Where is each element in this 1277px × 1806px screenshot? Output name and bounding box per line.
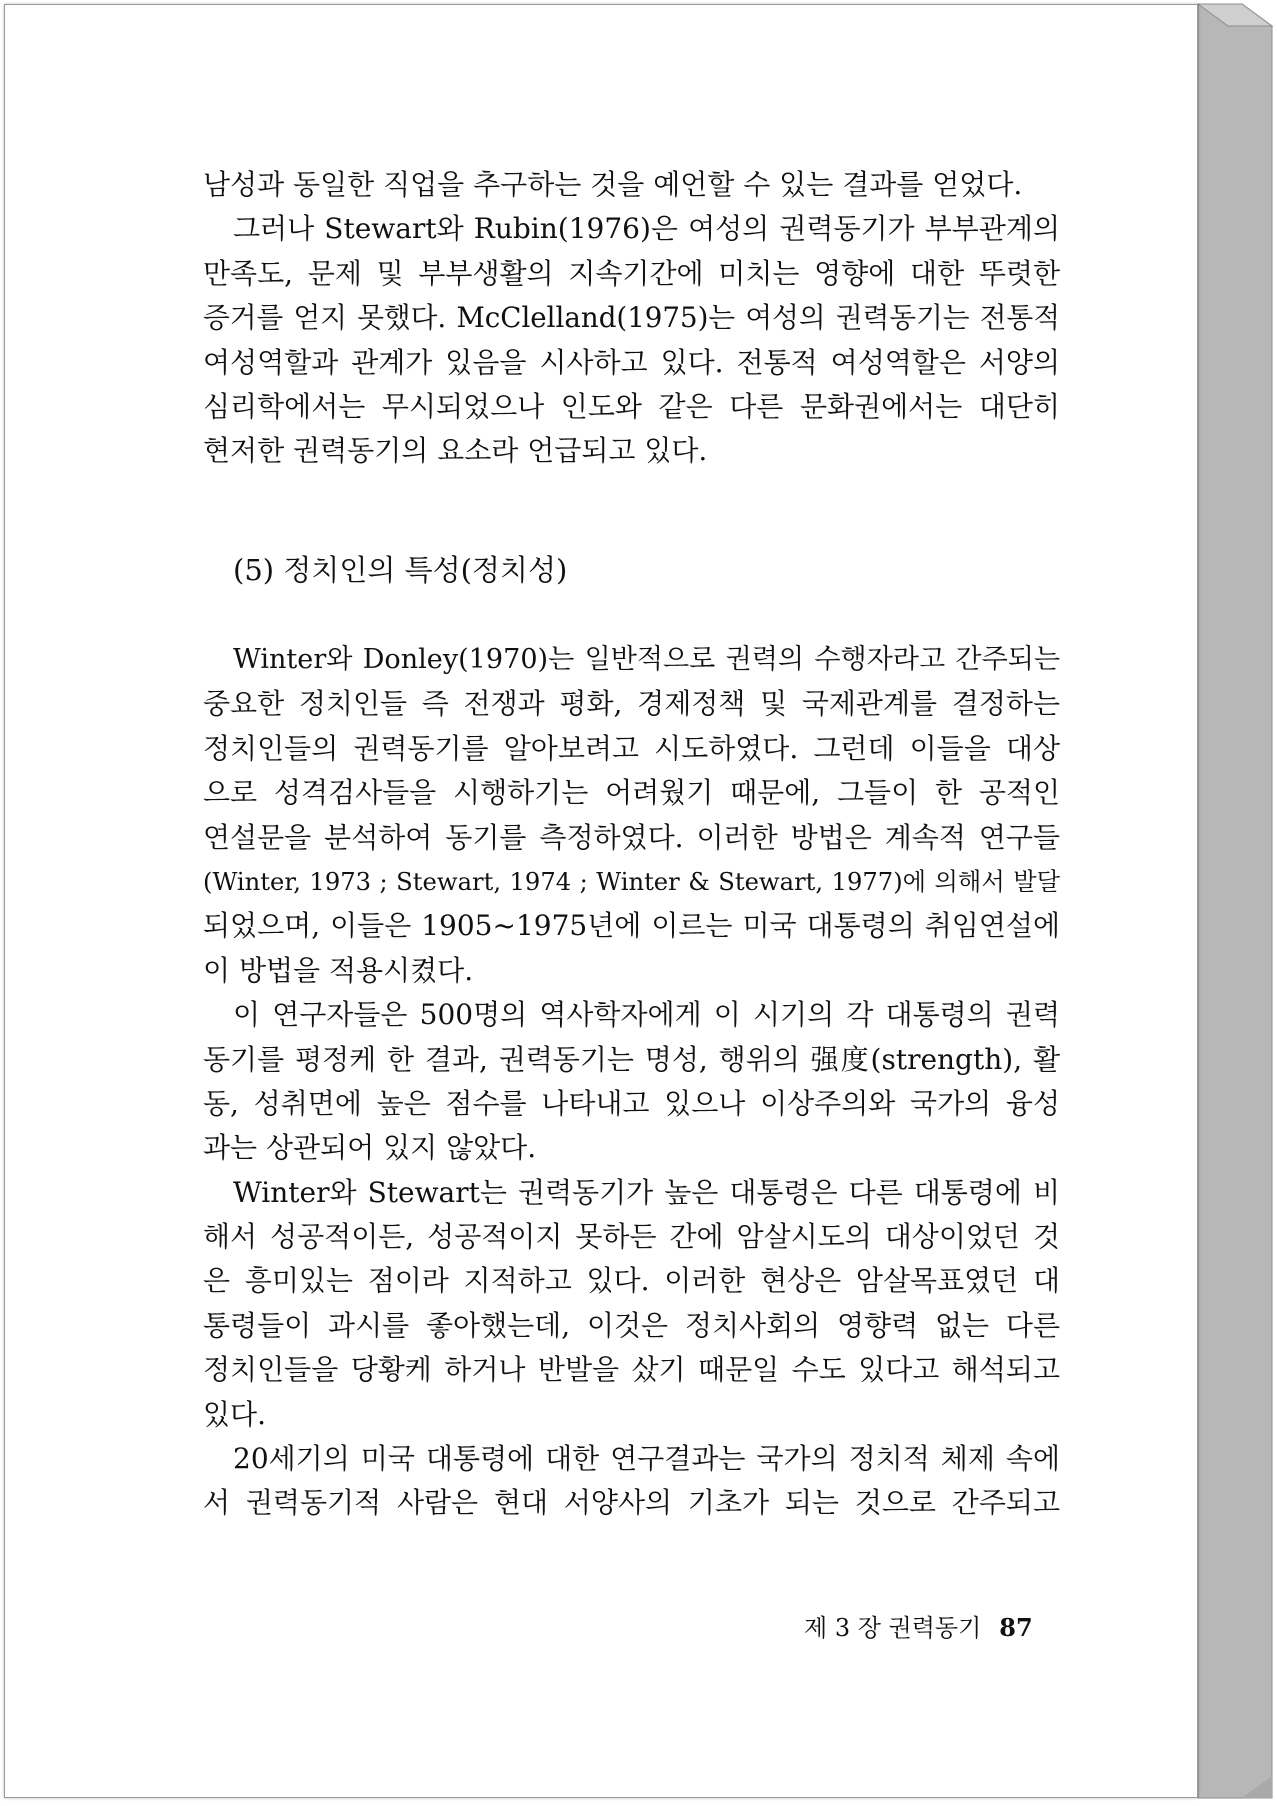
- text-line: 남성과 동일한 직업을 추구하는 것을 예언할 수 있는 결과를 얻었다.: [203, 168, 1023, 201]
- text-line: 되었으며, 이들은 1905~1975년에 이르는 미국 대통령의 취임연설에: [203, 909, 1060, 943]
- text-line: 만족도, 문제 및 부부생활의 지속기간에 미치는 영향에 대한 뚜렷한: [203, 256, 1060, 290]
- text-line: 이 연구자들은 500명의 역사학자에게 이 시기의 각 대통령의 권력: [233, 998, 1060, 1032]
- text-line: 있다.: [203, 1397, 266, 1431]
- text-line: 으로 성격검사들을 시행하기는 어려웠기 때문에, 그들이 한 공적인: [203, 776, 1060, 810]
- text-line: 해서 성공적이든, 성공적이지 못하든 간에 암살시도의 대상이었던 것: [203, 1220, 1060, 1254]
- text-line: 심리학에서는 무시되었으나 인도와 같은 다른 문화권에서는 대단히: [203, 389, 1060, 423]
- section-heading: (5) 정치인의 특성(정치성): [233, 553, 568, 587]
- text-line: 정치인들의 권력동기를 알아보려고 시도하였다. 그런데 이들을 대상: [203, 731, 1060, 765]
- paragraph-2: [203, 207, 1060, 473]
- page-footer: [804, 1608, 1033, 1643]
- text-line: 현저한 권력동기의 요소라 언급되고 있다.: [203, 434, 708, 468]
- chapter-title: 제 3 장 권력동기: [804, 1614, 982, 1642]
- text-line: 여성역할과 관계가 있음을 시사하고 있다. 전통적 여성역할은 서양의: [203, 345, 1060, 379]
- paragraph-6: [203, 1437, 1060, 1526]
- paragraph-5: [203, 1171, 1060, 1437]
- text-line: 이 방법을 적용시켰다.: [203, 953, 474, 987]
- text-line: 동기를 평정케 한 결과, 권력동기는 명성, 행위의 强度(strength), 활: [203, 1042, 1060, 1076]
- text-line: 은 흥미있는 점이라 지적하고 있다. 이러한 현상은 암살목표였던 대: [203, 1264, 1060, 1298]
- text-line: 그러나 Stewart와 Rubin(1976)은 여성의 권력동기가 부부관계의: [233, 212, 1060, 246]
- bottom-text-block: [203, 638, 1060, 1526]
- top-text-block: [203, 163, 1060, 474]
- paragraph-1: [203, 163, 1060, 207]
- page-number: 87: [999, 1613, 1033, 1642]
- text-line: 과는 상관되어 있지 않았다.: [203, 1131, 537, 1165]
- text-line: 연설문을 분석하여 동기를 측정하였다. 이러한 방법은 계속적 연구들: [203, 820, 1060, 854]
- text-line: (Winter, 1973 ; Stewart, 1974 ; Winter & Stewart, 1977)에 의해서 발달: [203, 867, 1060, 896]
- text-line: Winter와 Donley(1970)는 일반적으로 권력의 수행자라고 간주되는: [233, 644, 1060, 675]
- text-line: 통령들이 과시를 좋아했는데, 이것은 정치사회의 영향력 없는 다른: [203, 1308, 1060, 1342]
- text-line: 20세기의 미국 대통령에 대한 연구결과는 국가의 정치적 체제 속에: [233, 1442, 1060, 1476]
- text-line: 정치인들을 당황케 하거나 반발을 샀기 때문일 수도 있다고 해석되고: [203, 1353, 1060, 1387]
- text-line: 서 권력동기적 사람은 현대 서양사의 기초가 되는 것으로 간주되고: [203, 1486, 1060, 1520]
- text-line: 동, 성취면에 높은 점수를 나타내고 있으나 이상주의와 국가의 융성: [203, 1086, 1060, 1120]
- text-line: 중요한 정치인들 즉 전쟁과 평화, 경제정책 및 국제관계를 결정하는: [203, 687, 1060, 721]
- paragraph-3: [203, 638, 1060, 993]
- paragraph-4: [203, 993, 1060, 1171]
- text-line: Winter와 Stewart는 권력동기가 높은 대통령은 다른 대통령에 비: [233, 1175, 1060, 1209]
- text-line: 증거를 얻지 못했다. McClelland(1975)는 여성의 권력동기는 전통적: [203, 301, 1060, 335]
- page-stack-svg: [1198, 4, 1277, 1804]
